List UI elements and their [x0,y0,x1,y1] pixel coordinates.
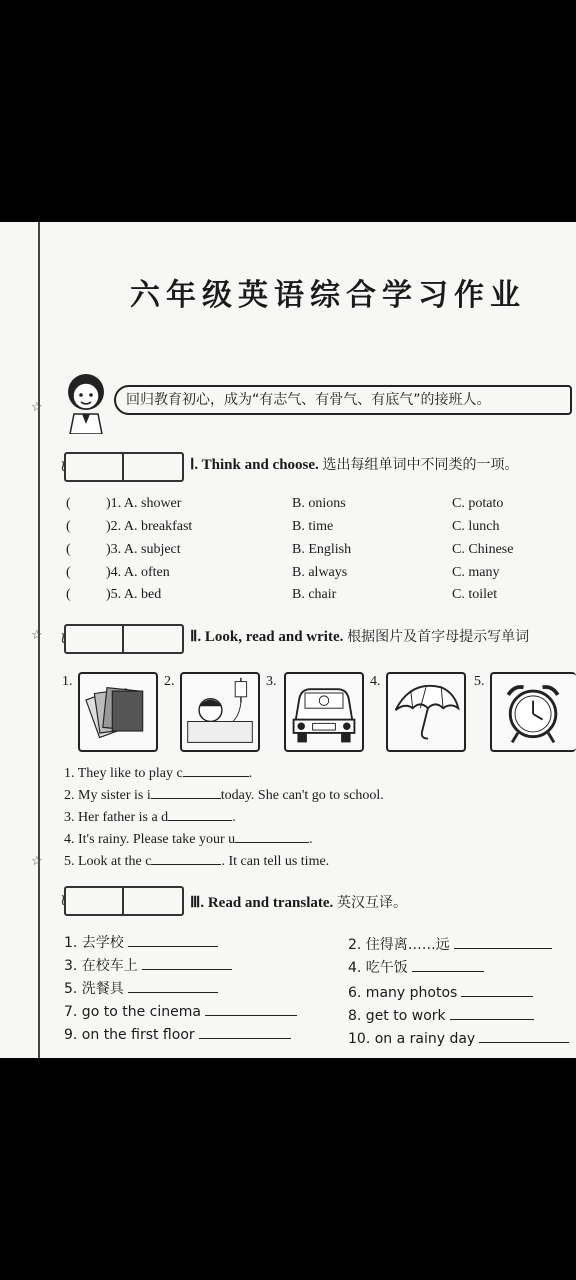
page-title: 六年级英语综合学习作业 [130,278,526,313]
question-option-b: B. chair [292,587,337,602]
score-box: ≀ [64,452,184,482]
question-option-c: C. Chinese [452,542,514,557]
section-2-title: Ⅱ. Look, read and write. 根据图片及首字母提示写单词 [190,629,530,645]
answer-paren[interactable]: ( [66,565,71,580]
question-option-b: B. onions [292,496,346,511]
translate-item: 10. on a rainy day [348,1028,569,1048]
star-icon: ☆ [31,627,43,642]
umbrella-icon [386,672,466,752]
answer-blank[interactable] [151,850,221,865]
translate-item: 9. on the first floor [64,1024,291,1044]
translate-item: 7. go to the cinema [64,1001,297,1021]
fill-in-sentence: 2. My sister is i today. She can't go to school. [64,784,384,804]
translate-item: 5. 洗餐具 [64,978,218,998]
fill-in-sentence: 1. They like to play c . [64,762,252,782]
answer-paren[interactable]: ( [66,542,71,557]
cards-icon [78,672,158,752]
question-option-c: C. toilet [452,587,498,602]
translate-item: 1. 去学校 [64,932,218,952]
question-option-b: B. time [292,519,334,534]
answer-blank[interactable] [235,828,309,843]
star-icon: ☆ [31,853,43,868]
answer-paren[interactable]: ( [66,519,71,534]
question-option-a: )1. A. shower [106,496,182,511]
question-option-b: B. always [292,565,348,580]
student-mascot-icon [56,370,116,434]
picture-number: 2. [164,674,175,689]
answer-blank[interactable] [199,1024,291,1039]
answer-blank[interactable] [151,784,221,799]
alarm-clock-icon [490,672,576,752]
translate-item: 4. 吃午饭 [348,957,484,977]
answer-blank[interactable] [454,934,552,949]
section-1-title: Ⅰ. Think and choose. 选出每组单词中不同类的一项。 [190,457,519,473]
question-option-b: B. English [292,542,352,557]
answer-blank[interactable] [450,1005,534,1020]
answer-paren[interactable]: ( [66,587,71,602]
translate-item: 2. 住得离……远 [348,934,552,954]
question-option-a: )4. A. often [106,565,170,580]
question-option-c: C. many [452,565,500,580]
picture-number: 5. [474,674,485,689]
fill-in-sentence: 4. It's rainy. Please take your u . [64,828,313,848]
question-option-c: C. lunch [452,519,500,534]
fill-in-sentence: 3. Her father is a d . [64,806,236,826]
answer-blank[interactable] [205,1001,297,1016]
answer-blank[interactable] [412,957,484,972]
score-box: ≀ [64,624,184,654]
question-option-a: )5. A. bed [106,587,162,602]
answer-paren[interactable]: ( [66,496,71,511]
question-option-c: C. potato [452,496,504,511]
picture-number: 3. [266,674,277,689]
picture-number: 1. [62,674,73,689]
answer-blank[interactable] [128,978,218,993]
section-3-title: Ⅲ. Read and translate. 英汉互译。 [190,895,408,911]
answer-blank[interactable] [168,806,232,821]
score-box: ≀ [64,886,184,916]
sick-girl-icon [180,672,260,752]
worksheet-page [0,222,576,1058]
picture-number: 4. [370,674,381,689]
translate-item: 3. 在校车上 [64,955,232,975]
star-icon: ☆ [31,399,43,414]
motto-banner: 回归教育初心，成为“有志气、有骨气、有底气”的接班人。 [114,385,572,415]
translate-item: 8. get to work [348,1005,534,1025]
answer-blank[interactable] [128,932,218,947]
answer-blank[interactable] [142,955,232,970]
translate-item: 6. many photos [348,982,533,1002]
answer-blank[interactable] [461,982,533,997]
answer-blank[interactable] [183,762,249,777]
answer-blank[interactable] [479,1028,569,1043]
fill-in-sentence: 5. Look at the c . It can tell us time. [64,850,329,870]
question-option-a: )3. A. subject [106,542,181,557]
question-option-a: )2. A. breakfast [106,519,193,534]
car-icon [284,672,364,752]
